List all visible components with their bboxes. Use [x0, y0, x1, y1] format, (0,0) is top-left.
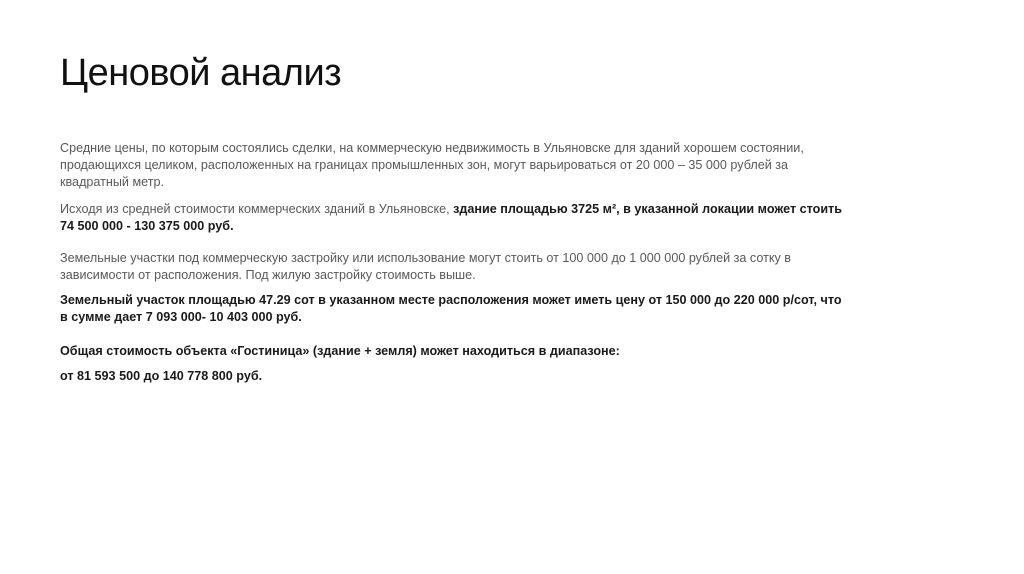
- building-cost-intro: Исходя из средней стоимости коммерческих зданий в Ульяновске,: [60, 202, 454, 216]
- slide-body: [60, 140, 850, 385]
- paragraph-land-estimate: Земельный участок площадью 47.29 сот в указанном месте расположения может иметь цену от 150 000 до 220 000 р/сот, что в сумме дает 7 093 000- 10 403 000 руб.: [60, 293, 842, 324]
- paragraph-building-cost: [60, 201, 850, 235]
- paragraph-average-prices: Средние цены, по которым состоялись сделки, на коммерческую недвижимость в Ульяновске для зданий хорошем состоянии, продающихся целиком, расположенных на границах промышленных зон, могут варьироваться от 20 000 – 35 000 рублей за квадратный метр.: [60, 141, 804, 189]
- slide-title: Ценовой анализ: [60, 52, 342, 94]
- building-cost-estimate: здание площадью 3725 м², в указанной локации может стоить 74 500 000 - 130 375 000 руб.: [60, 202, 842, 233]
- paragraph-total-range-value: от 81 593 500 до 140 778 800 руб.: [60, 369, 263, 383]
- paragraph-land-prices: Земельные участки под коммерческую застройку или использование могут стоить от 100 000 до 1 000 000 рублей за сотку в зависимости от расположения. Под жилую застройку стоимость выше.: [60, 251, 792, 282]
- paragraph-total-range-intro: Общая стоимость объекта «Гостиница» (здание + земля) может находиться в диапазоне:: [60, 344, 620, 358]
